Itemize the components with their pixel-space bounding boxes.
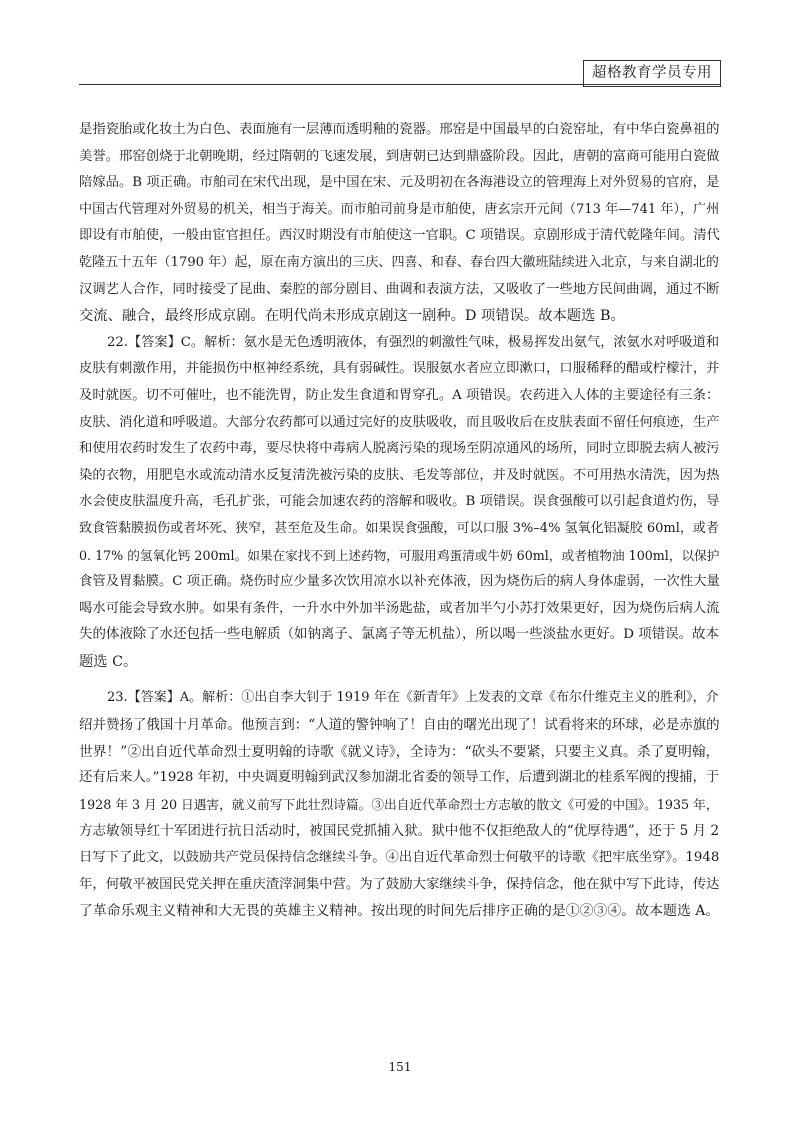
text-line: 中国古代管理对外贸易的机关，相当于海关。而市舶司前身是市舶使，唐玄宗开元间（713 年—741 年），广州 (79, 201, 720, 217)
text-line: 方志敏领导红十军团进行抗日活动时，被国民党抓捕入狱。狱中他不仅拒绝敌人的“优厚待遇”，还于 5 月 2 (79, 823, 720, 840)
text-line: 世界！”②出自近代革命烈士夏明翰的诗歌《就义诗》，全诗为：“砍头不要紧，只要主义真。杀了夏明翰， (79, 743, 720, 760)
text-line: 致食管黏膜损伤或者坏死、狭窄，甚至危及生命。如果误食强酸，可以口服 3%–4% 氢氧化铝凝胶 60ml，或者 (79, 520, 719, 536)
text-line: 失的体液除了水还包括一些电解质（如钠离子、氯离子等无机盐），所以喝一些淡盐水更好。D 项错误。故本 (79, 627, 719, 643)
header-badge: 超格教育学员专用 (583, 60, 721, 87)
header-divider (79, 84, 721, 85)
text-line: 和使用农药时发生了农药中毒，要尽快将中毒病人脱离污染的现场至阴凉通风的场所，同时立即脱去病人被污 (79, 441, 720, 457)
text-line: 题选 C。 (79, 653, 138, 670)
text-line: 日写下了此文，以鼓励共产党员保持信念继续斗争。④出自近代革命烈士何敬平的诗歌《把牢底坐穿》。1948 (79, 850, 720, 866)
paragraph-continuation (79, 117, 722, 330)
text-line: 1928 年 3 月 20 日遇害，就义前写下此壮烈诗篇。③出自近代革命烈士方志敏的散文《可爱的中国》。1935 年， (79, 796, 719, 812)
text-line: 交流、融合，最终形成京剧。在明代尚未形成京剧这一剧种。D 项错误。故本题选 B。 (79, 308, 625, 325)
text-line: 即设有市舶使，一般由宦官担任。西汉时期没有市舶使这一官职。C 项错误。京剧形成于清代乾隆年间。清代 (79, 228, 720, 244)
text-line: 绍并赞扬了俄国十月革命。他预言到：“人道的警钟响了！自由的曙光出现了！试看将来的环球，必是赤旗的 (79, 717, 720, 734)
text-line: 食管及胃黏膜。C 项正确。烧伤时应少量多次饮用凉水以补充体液，因为烧伤后的病人身体虚弱，一次性大量 (79, 574, 720, 590)
text-line: 染的衣物，用肥皂水或流动清水反复清洗被污染的皮肤、毛发等部位，并及时就医。不可用热水清洗，因为热 (79, 467, 720, 483)
text-line: 了革命乐观主义精神和大无畏的英雄主义精神。按出现的时间先后排序正确的是①②③④。故本题选 A。 (79, 903, 720, 920)
text-line: 水会使皮肤温度升高，毛孔扩张，可能会加速农药的溶解和吸收。B 项错误。误食强酸可以引起食道灼伤，导 (79, 494, 720, 510)
text-line: 还有后来人。”1928 年初，中央调夏明翰到武汉参加湖北省委的领导工作，后遭到湖北的桂系军阀的搜捕，于 (79, 770, 720, 786)
text-line: 及时就医。切不可催吐，也不能洗胃，防止发生食道和胃穿孔。A 项错误。农药进入人体的主要途径有三条： (79, 387, 720, 403)
text-line: 22.【答案】C。解析：氨水是无色透明液体，有强烈的刺激性气味，极易挥发出氨气，浓氨水对呼吸道和 (107, 334, 720, 350)
text-line: 美誉。邢窑创烧于北朝晚期，经过隋朝的飞速发展，到唐朝已达到鼎盛阶段。因此，唐朝的富商可能用白瓷做 (79, 148, 720, 164)
text-line: 23.【答案】A。解析：①出自李大钊于 1919 年在《新青年》上发表的文章《布尔什维克主义的胜利》，介 (107, 690, 719, 706)
text-line: 皮肤、消化道和呼吸道。大部分农药都可以通过完好的皮肤吸收，而且吸收后在皮肤表面不留任何痕迹，生产 (79, 414, 720, 430)
text-line: 喝水可能会导致水肿。如果有条件，一升水中外加半汤匙盐，或者加半勺小苏打效果更好，因为烧伤后病人流 (79, 600, 720, 616)
text-line: 0. 17% 的氢氧化钙 200ml。如果在家找不到上述药物，可服用鸡蛋清或牛奶 60ml，或者植物油 100ml，以保护 (79, 547, 720, 563)
text-line: 乾隆五十五年（1790 年）起，原在南方演出的三庆、四喜、和春、春台四大徽班陆续进入北京，与来自湖北的 (79, 254, 719, 270)
text-line: 年，何敬平被国民党关押在重庆渣滓洞集中营。为了鼓励大家继续斗争，保持信念，他在狱中写下此诗，传达 (79, 876, 720, 892)
answer-22 (79, 330, 722, 676)
text-line: 汉调艺人合作，同时接受了昆曲、秦腔的部分剧目、曲调和表演方法，又吸收了一些地方民间曲调，通过不断 (79, 281, 720, 297)
body-text (79, 117, 722, 925)
page-number: 151 (388, 1060, 412, 1074)
text-line: 陪嫁品。B 项正确。市舶司在宋代出现，是中国在宋、元及明初在各海港设立的管理海上对外贸易的官府，是 (79, 175, 720, 191)
text-line: 皮肤有刺激作用，并能损伤中枢神经系统，具有弱碱性。误服氨水者应立即漱口，口服稀释的醋或柠檬汁，并 (79, 361, 720, 377)
answer-23 (79, 685, 722, 924)
text-line: 是指瓷胎或化妆土为白色、表面施有一层薄而透明釉的瓷器。邢窑是中国最早的白瓷窑址，有中华白瓷鼻祖的 (79, 122, 720, 137)
